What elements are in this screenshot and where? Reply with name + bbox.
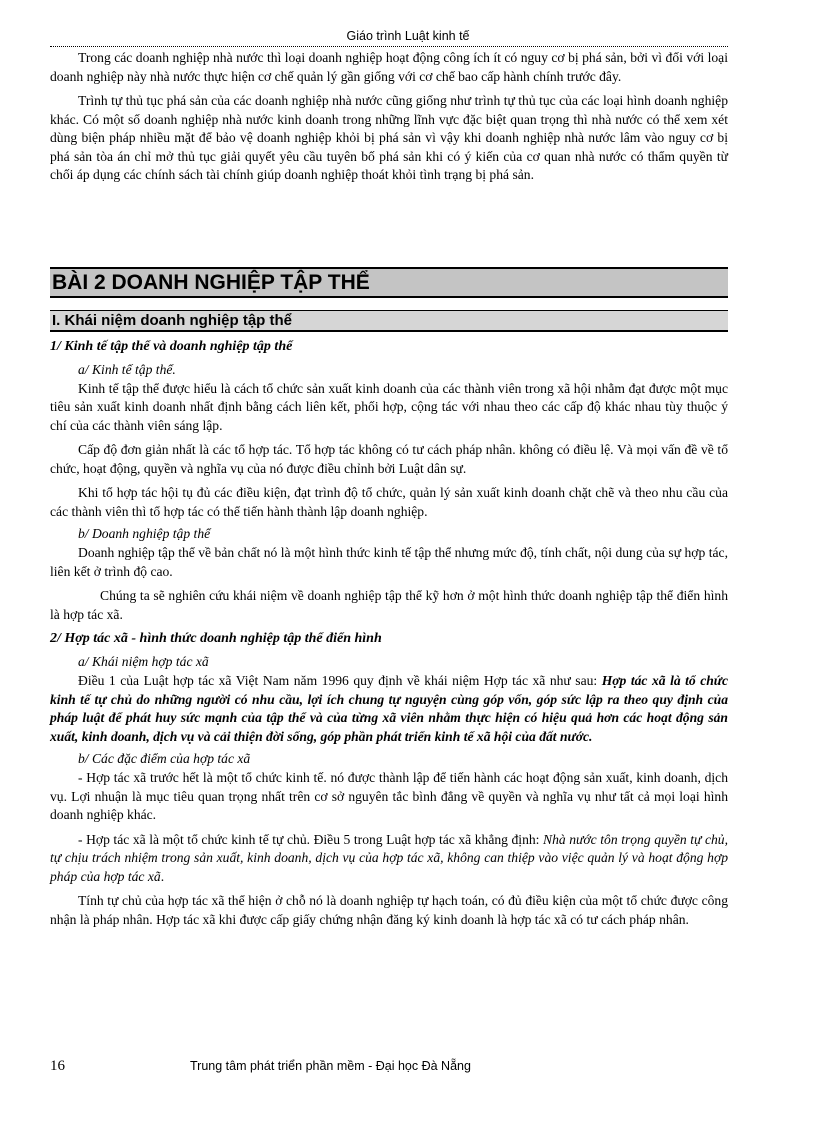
subheading-2: 2/ Hợp tác xã - hình thức doanh nghiệp tập thể điển hình (50, 631, 382, 646)
subheading-1: 1/ Kinh tế tập thể và doanh nghiệp tập thể (50, 338, 293, 354)
paragraph-a3: Khi tổ hợp tác hội tụ đủ các điều kiện, đạt trình độ tổ chức, quản lý sản xuất kinh doanh chặt chẽ và theo nhu cầu của các thành viên thì tổ hợp tác có thể tiến hành thành lập doanh nghiệp. (50, 485, 728, 519)
paragraph-b1: Doanh nghiệp tập thể về bản chất nó là một hình thức kinh tế tập thể nhưng mức độ, tính chất, nội dung của sự hợp tác, liên kết ở trình độ cao. (50, 545, 728, 579)
intro-paragraph-2: Trình tự thủ tục phá sản của các doanh nghiệp nhà nước cũng giống như trình tự thủ tục của các loại hình doanh nghiệp khác. Có một số doanh nghiệp nhà nước kinh doanh trong những lĩnh vực đặc biệt quan trọng thì nhà nước có thể xem xét dùng biện pháp nhiều mặt để bảo vệ doanh nghiệp khỏi bị phá sản vì vậy khi doanh nghiệp nhà nước lâm vào nguy cơ bị phá sản tòa án chỉ mở thủ tục giải quyết yêu cầu tuyên bố phá sản khi có ý kiến của cơ quan nhà nước có thẩm quyền từ chối áp dụng các chính sách tài chính giúp doanh nghiệp thoát khỏi tình trạng bị phá sản. (50, 93, 728, 182)
footer-text: Trung tâm phát triển phần mềm - Đại học Đà Nẵng (190, 1059, 471, 1073)
paragraph-c1 (50, 672, 728, 746)
paragraph-b2: Chúng ta sẽ nghiên cứu khái niệm về doanh nghiệp tập thể kỹ hơn ở một hình thức doanh nghiệp tập thể điển hình là hợp tác xã. (50, 588, 728, 622)
article-5-quote: Nhà nước tôn trọng quyền tự chủ, tự chịu trách nhiệm trong sản xuất, kinh doanh, dịch vụ của hợp tác xã, không can thiệp vào việc quản lý và hoạt động hợp pháp của hợp tác xã (50, 831, 728, 884)
paragraph-d2-lead: - Hợp tác xã là một tổ chức kinh tế tự chủ. Điều 5 trong Luật hợp tác xã khẳng định: (78, 831, 543, 847)
paragraph-c1-lead: Điều 1 của Luật hợp tác xã Việt Nam năm 1996 quy định về khái niệm Hợp tác xã như sau: (78, 673, 602, 688)
paragraph-d3: Tính tự chủ của hợp tác xã thể hiện ở chỗ nó là doanh nghiệp tự hạch toán, có đủ điều kiện của một tổ chức được công nhận là pháp nhân. Hợp tác xã khi được cấp giấy chứng nhận đăng ký kinh doanh là hợp tác xã có tư cách pháp nhân. (50, 893, 728, 927)
section-heading: I. Khái niệm doanh nghiệp tập thể (50, 310, 728, 332)
subheading-2b: b/ Các đặc điểm của hợp tác xã (78, 751, 251, 766)
paragraph-a1: Kinh tế tập thể được hiểu là cách tổ chức sản xuất kinh doanh của các thành viên trong xã hội nhằm đạt được một mục tiêu sản xuất kinh doanh nhất định bằng cách liên kết, phối hợp, cộng tác với nhau theo các cấp độ khác nhau tùy thuộc ý chí của các thành viên sáng lập. (50, 380, 728, 433)
paragraph-d2 (50, 831, 728, 887)
subheading-1b: b/ Doanh nghiệp tập thể (78, 526, 211, 541)
intro-paragraph-1: Trong các doanh nghiệp nhà nước thì loại doanh nghiệp hoạt động công ích ít có nguy cơ bị phá sản, bởi vì đối với loại doanh nghiệp này nhà nước thực hiện cơ chế quản lý gần giống với cơ chế bao cấp hành chính trước đây. (50, 50, 728, 84)
cooperative-definition: Hợp tác xã là tổ chức kinh tế tự chủ do những người có nhu cầu, lợi ích chung tự nguyện cùng góp vốn, góp sức lập ra theo quy định của pháp luật để phát huy sức mạnh của tập thể và của từng xã viên nhằm thực hiện có hiệu quả hơn các hoạt động sản xuất, kinh doanh, dịch vụ và cải thiện đời sống, góp phần phát triển kinh tế xã hội của đất nước. (50, 673, 728, 744)
page-number: 16 (50, 1058, 65, 1074)
paragraph-d2-end: . (160, 868, 165, 884)
paragraph-d1: - Hợp tác xã trước hết là một tổ chức kinh tế. nó được thành lập để tiến hành các hoạt động sản xuất, kinh doanh, dịch vụ. Lợi nhuận là mục tiêu quan trọng nhất trên cơ sở nguyên tắc bình đẳng về quyền và nghĩa vụ như tất cả mọi loại hình doanh nghiệp khác. (50, 770, 728, 822)
lesson-title: BÀI 2 DOANH NGHIỆP TẬP THỂ (50, 267, 728, 298)
subheading-2a: a/ Khái niệm hợp tác xã (78, 654, 209, 669)
page-content (50, 49, 728, 929)
running-header: Giáo trình Luật kinh tế (346, 29, 470, 43)
header-divider (50, 46, 728, 47)
subheading-1a: a/ Kinh tế tập thể. (78, 361, 176, 377)
paragraph-a2: Cấp độ đơn giản nhất là các tổ hợp tác. Tổ hợp tác không có tư cách pháp nhân. không có điều lệ. Và mọi vấn đề về tổ chức, hoạt động, quyền và nghĩa vụ của nó được điều chỉnh bởi Luật dân sự. (50, 442, 728, 476)
